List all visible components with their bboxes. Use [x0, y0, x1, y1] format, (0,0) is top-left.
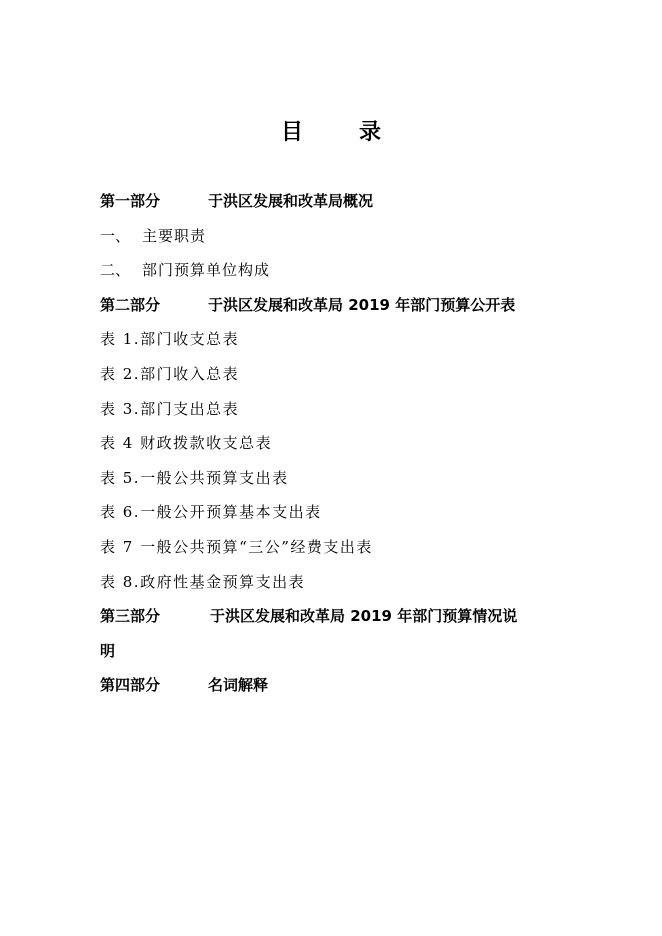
toc-part-4-label: 第四部分: [100, 676, 161, 695]
toc-table-text: 表 4 财政拨款收支总表: [100, 434, 273, 453]
toc-part-3[interactable]: [100, 599, 570, 634]
toc-table-text: 表 8.政府性基金预算支出表: [100, 572, 306, 591]
toc-table-item[interactable]: [100, 530, 570, 565]
toc-table-text: 表 5.一般公共预算支出表: [100, 468, 289, 487]
toc-table-item[interactable]: [100, 322, 570, 357]
toc-item[interactable]: [100, 253, 570, 288]
toc-part-2[interactable]: [100, 288, 570, 323]
toc-table-item[interactable]: [100, 495, 570, 530]
toc-part-2-text: 于洪区发展和改革局 2019 年部门预算公开表: [208, 295, 516, 314]
toc-item[interactable]: [100, 219, 570, 254]
toc-table-text: 表 6.一般公开预算基本支出表: [100, 503, 322, 522]
title-char-left: 目: [280, 120, 303, 145]
toc-table-item[interactable]: [100, 461, 570, 496]
toc-table-text: 表 7 一般公共预算“三公”经费支出表: [100, 537, 373, 556]
toc-item-text: 部门预算单位构成: [142, 261, 271, 280]
toc-part-2-label: 第二部分: [100, 295, 161, 314]
toc-table-item[interactable]: [100, 357, 570, 392]
table-of-contents: [100, 184, 570, 703]
toc-table-text: 表 2.部门收入总表: [100, 364, 240, 383]
toc-item-number: 一、: [100, 226, 131, 245]
toc-table-item[interactable]: [100, 565, 570, 600]
title-char-right: 录: [359, 120, 382, 145]
toc-table-text: 表 1.部门收支总表: [100, 330, 240, 349]
toc-table-item[interactable]: [100, 426, 570, 461]
toc-part-1-label: 第一部分: [100, 192, 161, 210]
toc-table-item[interactable]: [100, 392, 570, 427]
page-title: [0, 115, 662, 151]
toc-part-3-continuation[interactable]: [100, 634, 570, 669]
toc-part-1[interactable]: [100, 184, 570, 219]
toc-part-3-text: 于洪区发展和改革局 2019 年部门预算情况说: [210, 607, 518, 626]
toc-part-4-text: 名词解释: [208, 676, 269, 695]
toc-part-4[interactable]: [100, 668, 570, 703]
toc-part-1-text: 于洪区发展和改革局概况: [208, 192, 374, 210]
toc-item-number: 二、: [100, 261, 131, 280]
toc-part-3-label: 第三部分: [100, 607, 161, 626]
toc-table-text: 表 3.部门支出总表: [100, 399, 240, 418]
toc-item-text: 主要职责: [142, 226, 207, 245]
toc-part-3-continuation-text: 明: [100, 641, 116, 660]
